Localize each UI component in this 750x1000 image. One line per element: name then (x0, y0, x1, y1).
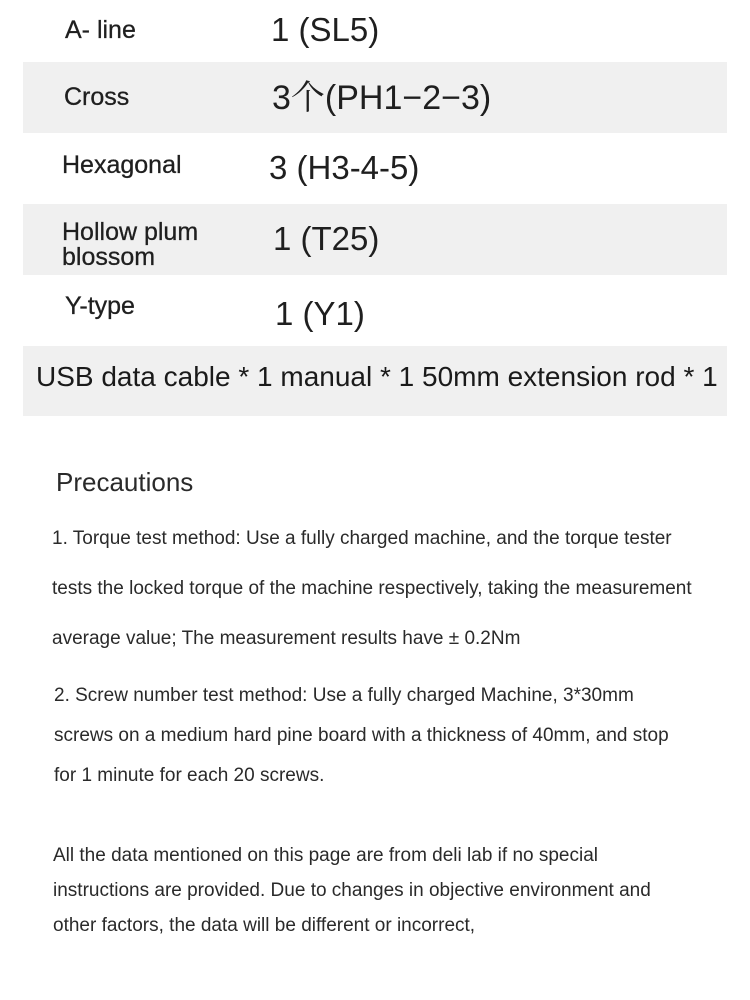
precaution-screw-test: 2. Screw number test method: Use a fully charged Machine, 3*30mm screws on a medium hard pine board with a thickness of 40mm, and stop for 1 minute for each 20 screws. (54, 685, 669, 786)
precautions-heading: Precautions (56, 467, 194, 497)
spec-row-y-type (23, 275, 727, 346)
accessories-text: USB data cable * 1 manual * 1 50mm extension rod * 1 (36, 361, 718, 392)
spec-row-a-line (23, 0, 727, 62)
spec-value: 3 (H3-4-5) (269, 149, 420, 186)
spec-value: 1 (Y1) (275, 295, 365, 332)
spec-value: 1 (SL5) (271, 11, 380, 48)
spec-row-hexagonal (23, 133, 727, 204)
spec-row-cross (23, 62, 727, 133)
spec-label: Hexagonal (62, 151, 182, 179)
precaution-torque-test: 1. Torque test method: Use a fully charged machine, and the torque tester tests the locked torque of the machine respectively, taking the measurement average value; The measurement results have ± 0.2Nm (52, 528, 692, 649)
spec-row-hollow-plum-blossom (23, 204, 727, 275)
spec-value: 1 (T25) (273, 220, 380, 257)
spec-label: Y-type (65, 292, 135, 320)
spec-label: Cross (64, 83, 130, 111)
data-disclaimer: All the data mentioned on this page are from deli lab if no special instructions are provided. Due to changes in objective environment and other factors, the data will be different or incorrect, (53, 845, 651, 936)
bit-spec-table (23, 0, 727, 416)
spec-label: A- line (65, 16, 136, 44)
spec-label: Hollow plum blossom (62, 218, 199, 271)
accessories-row (23, 346, 727, 416)
spec-value: 3个(PH1−2−3) (272, 79, 492, 117)
